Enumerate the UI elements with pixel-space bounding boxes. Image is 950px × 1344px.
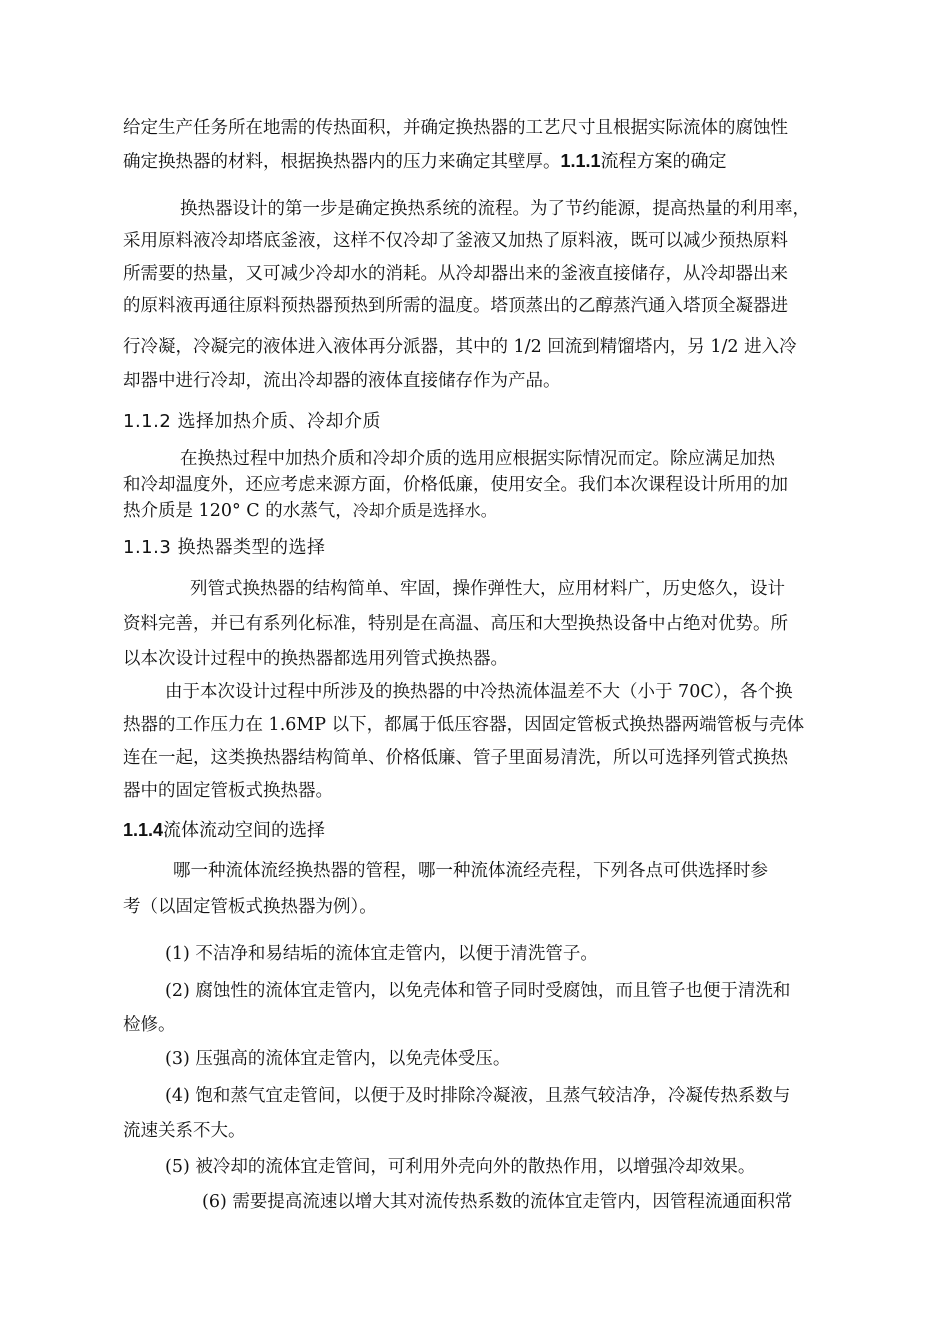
paragraph-line: 在换热过程中加热介质和冷却介质的选用应根据实际情况而定。除应满足加热 xyxy=(180,449,775,469)
intro-line-1: 给定生产任务所在地需的传热面积，并确定换热器的工艺尺寸且根据实际流体的腐蚀性 xyxy=(123,118,788,138)
section-1-1-2-heading: 1.1.2 选择加热介质、冷却介质 xyxy=(123,411,382,432)
list-item: (2) 腐蚀性的流体宜走管内，以免壳体和管子同时受腐蚀，而且管子也便于清洗和 xyxy=(165,981,791,1001)
paragraph-line: 以本次设计过程中的换热器都选用列管式换热器。 xyxy=(123,649,508,669)
paragraph-line: 所需要的热量，又可减少冷却水的消耗。从冷却器出来的釜液直接储存，从冷却器出来 xyxy=(123,264,788,284)
section-1-1-4-number: 1.1.4 xyxy=(123,820,164,840)
list-item: (1) 不洁净和易结垢的流体宜走管内，以便于清洗管子。 xyxy=(165,944,598,964)
heating-medium-text: 热介质是 120° C 的水蒸气， xyxy=(123,501,353,521)
section-1-1-1-number: 1.1.1 xyxy=(560,151,601,171)
list-item: (5) 被冷却的流体宜走管间，可利用外壳向外的散热作用，以增强冷却效果。 xyxy=(165,1157,756,1177)
paragraph-line: 换热器设计的第一步是确定换热系统的流程。为了节约能源，提高热量的利用率， xyxy=(180,199,810,219)
paragraph-line: 考（以固定管板式换热器为例）。 xyxy=(123,897,377,917)
paragraph-line: 采用原料液冷却塔底釜液，这样不仅冷却了釜液又加热了原料液，既可以减少预热原料 xyxy=(123,231,788,251)
paragraph-line: 的原料液再通往原料预热器预热到所需的温度。塔顶蒸出的乙醇蒸汽通入塔顶全凝器进 xyxy=(123,296,788,316)
cooling-medium-text: 冷却介质是选择水。 xyxy=(352,501,497,520)
paragraph-line: 和冷却温度外，还应考虑来源方面，价格低廉，使用安全。我们本次课程设计所用的加 xyxy=(123,475,788,495)
section-1-1-4-title: 流体流动空间的选择 xyxy=(163,820,326,841)
paragraph-line: 行冷凝，冷凝完的液体进入液体再分派器，其中的 1/2 回流到精馏塔内，另 1/2 进入冷 xyxy=(123,337,797,357)
list-item-continuation: 流速关系不大。 xyxy=(123,1121,246,1141)
paragraph-line: 由于本次设计过程中所涉及的换热器的中冷热流体温差不大（小于 70C），各个换 xyxy=(165,682,793,702)
paragraph-line: 连在一起，这类换热器结构简单、价格低廉、管子里面易清洗，所以可选择列管式换热 xyxy=(123,748,788,768)
paragraph-line: 资料完善，并已有系列化标准，特别是在高温、高压和大型换热设备中占绝对优势。所 xyxy=(123,614,788,634)
paragraph-line: 热器的工作压力在 1.6MP 以下，都属于低压容器，因固定管板式换热器两端管板与壳体 xyxy=(123,715,805,735)
list-item: (3) 压强高的流体宜走管内，以免壳体受压。 xyxy=(165,1049,511,1069)
paragraph-line: 器中的固定管板式换热器。 xyxy=(123,781,333,801)
paragraph-line: 却器中进行冷却，流出冷却器的液体直接储存作为产品。 xyxy=(123,371,561,391)
section-1-1-1-title: 流程方案的确定 xyxy=(600,151,727,172)
paragraph-line xyxy=(123,499,497,523)
intro-line-2-text: 确定换热器的材料，根据换热器内的压力来确定其壁厚。 xyxy=(123,152,561,172)
paragraph-line: 哪一种流体流经换热器的管程，哪一种流体流经壳程，下列各点可供选择时参 xyxy=(173,861,768,881)
list-item: (4) 饱和蒸气宜走管间，以便于及时排除冷凝液，且蒸气较洁净，冷凝传热系数与 xyxy=(165,1086,791,1106)
paragraph-line: 列管式换热器的结构简单、牢固，操作弹性大，应用材料广，历史悠久，设计 xyxy=(190,579,785,599)
section-1-1-3-heading: 1.1.3 换热器类型的选择 xyxy=(123,537,326,558)
section-1-1-4-heading xyxy=(123,818,325,843)
list-item: (6) 需要提高流速以增大其对流传热系数的流体宜走管内，因管程流通面积常 xyxy=(202,1192,793,1212)
intro-line-2 xyxy=(123,149,727,174)
list-item-continuation: 检修。 xyxy=(123,1015,176,1035)
